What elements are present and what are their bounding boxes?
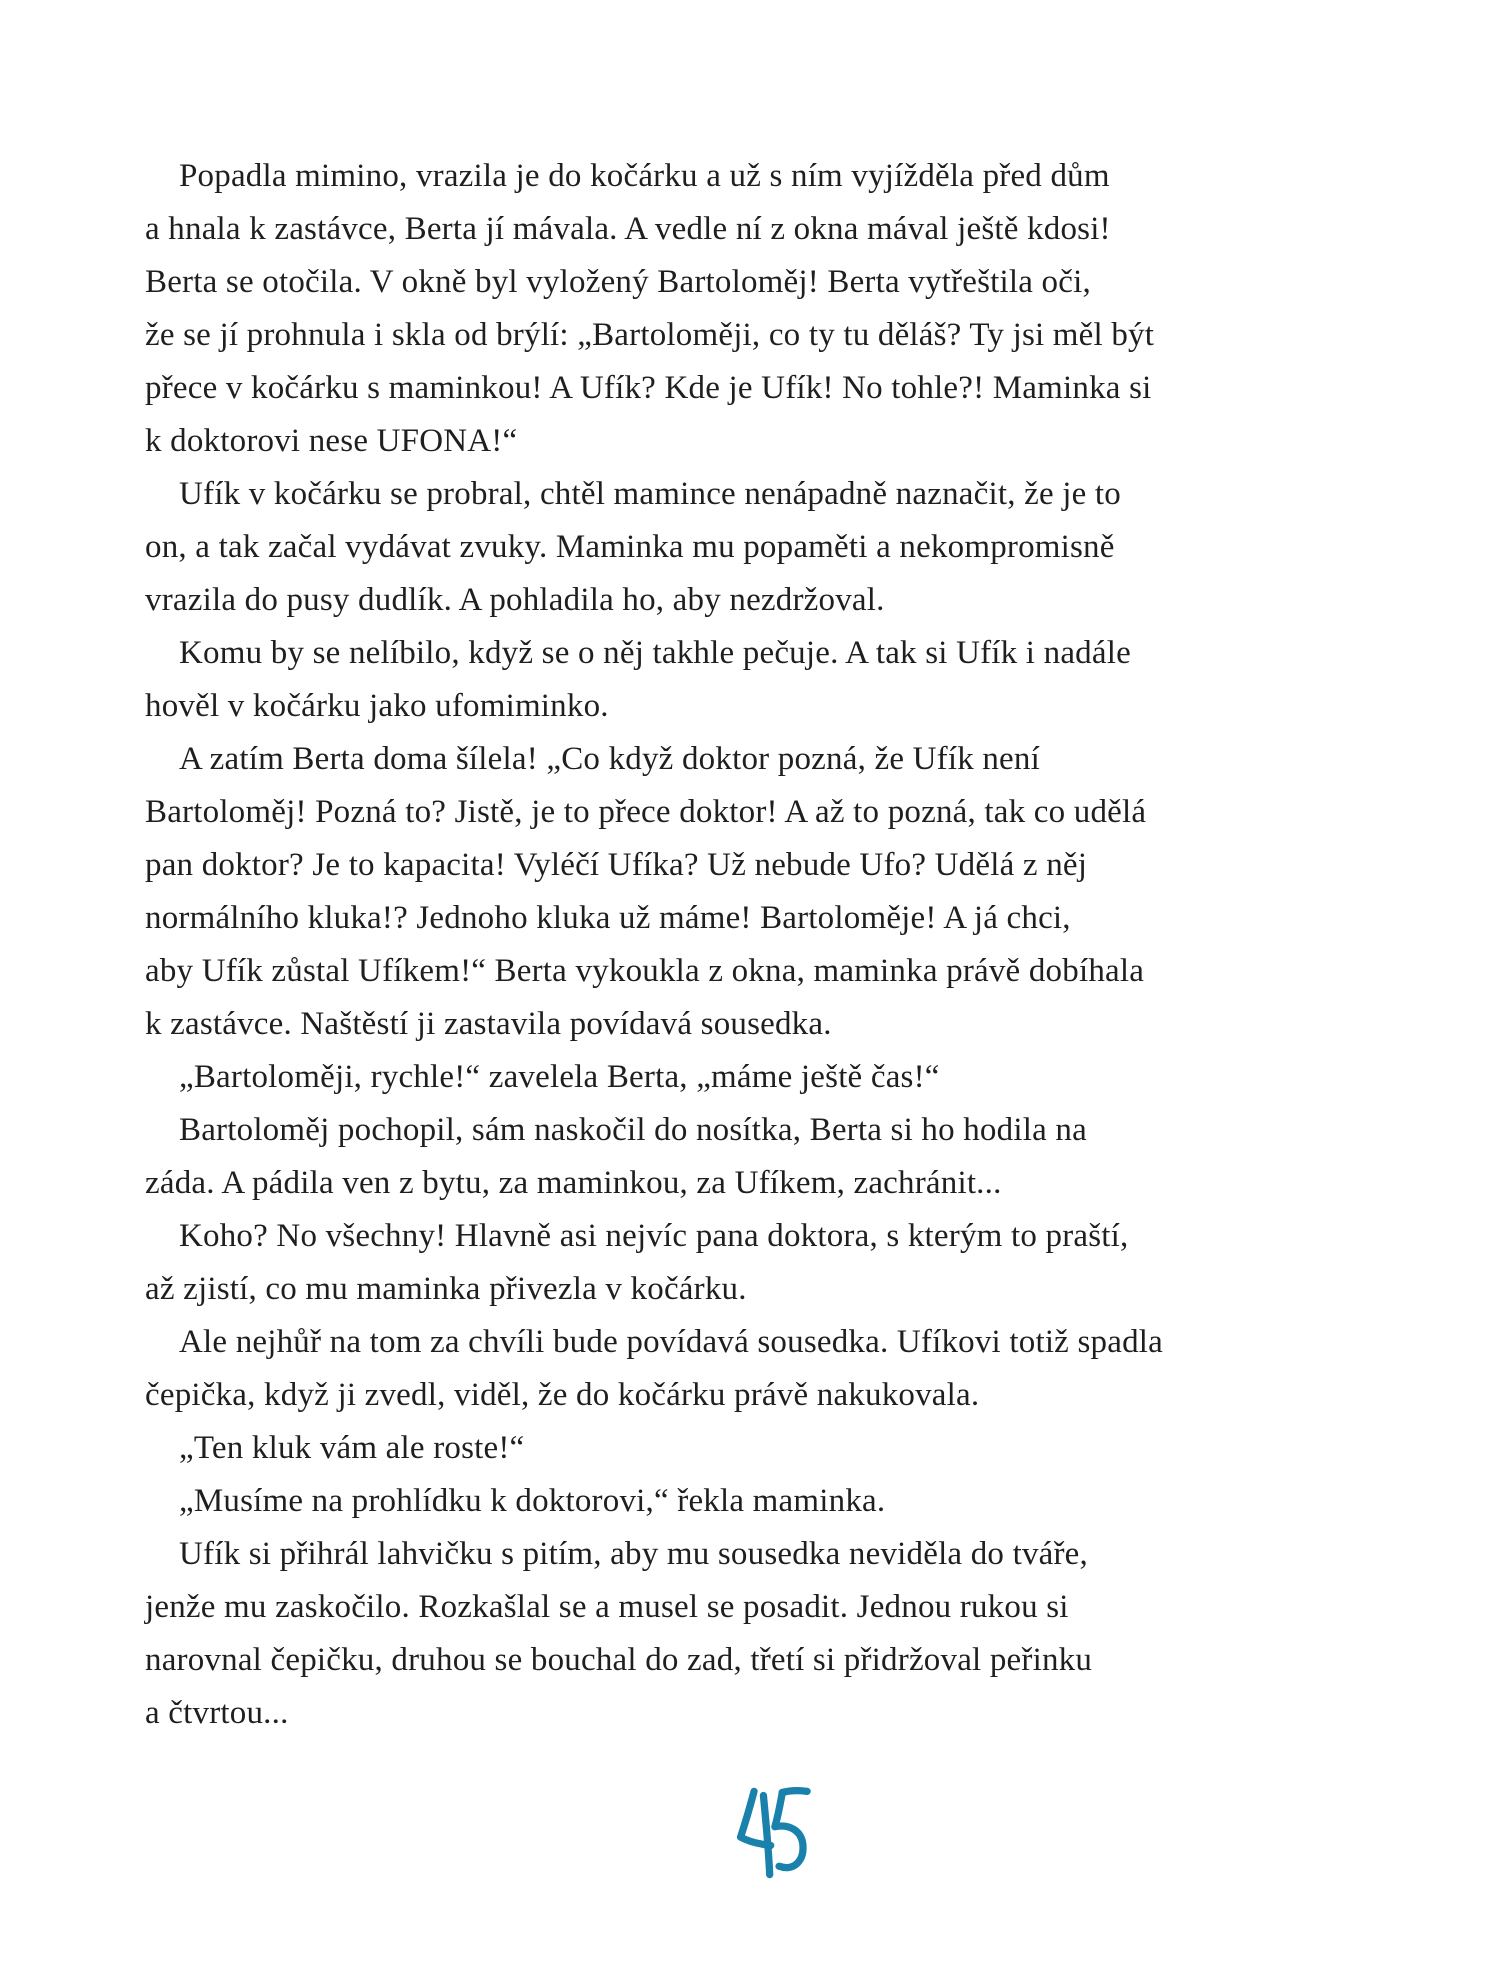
text-line: jenže mu zaskočilo. Rozkašlal se a musel se posadit. Jednou rukou si <box>145 1589 1069 1625</box>
text-line: že se jí prohnula i skla od brýlí: „Bartoloměji, co ty tu děláš? Ty jsi měl být <box>145 317 1155 353</box>
page-number <box>730 1782 826 1886</box>
digit-4-stem <box>763 1796 769 1875</box>
text-line: „Ten kluk vám ale roste!“ <box>179 1430 525 1466</box>
text-line: Ale nejhůř na tom za chvíli bude povídavá sousedka. Ufíkovi totiž spadla <box>179 1324 1163 1360</box>
text-line: narovnal čepičku, druhou se bouchal do zad, třetí si přidržoval peřinku <box>145 1642 1093 1678</box>
text-line: k zastávce. Naštěstí ji zastavila povídavá sousedka. <box>145 1006 832 1042</box>
text-line: vrazila do pusy dudlík. A pohladila ho, aby nezdržoval. <box>145 582 885 618</box>
text-line: normálního kluka!? Jednoho kluka už máme! Bartoloměje! A já chci, <box>145 900 1071 936</box>
text-line: pan doktor? Je to kapacita! Vyléčí Ufíka? Už nebude Ufo? Udělá z něj <box>145 847 1088 883</box>
text-line: Ufík v kočárku se probral, chtěl mamince nenápadně naznačit, že je to <box>179 476 1121 512</box>
text-line: aby Ufík zůstal Ufíkem!“ Berta vykoukla z okna, maminka právě dobíhala <box>145 953 1145 989</box>
text-line: Bartoloměj pochopil, sám naskočil do nosítka, Berta si ho hodila na <box>179 1112 1087 1148</box>
digit-5-bowl <box>775 1793 803 1867</box>
text-line: Koho? No všechny! Hlavně asi nejvíc pana doktora, s kterým to praští, <box>179 1218 1129 1254</box>
text-line: a čtvrtou... <box>145 1695 289 1731</box>
text-line: a hnala k zastávce, Berta jí mávala. A vedle ní z okna mával ještě kdosi! <box>145 211 1111 247</box>
page-text <box>145 150 1390 1740</box>
text-line: „Bartoloměji, rychle!“ zavelela Berta, „máme ještě čas!“ <box>179 1059 940 1095</box>
text-line: „Musíme na prohlídku k doktorovi,“ řekla maminka. <box>179 1483 886 1519</box>
text-line: k doktorovi nese UFONA!“ <box>145 423 518 459</box>
text-line: Ufík si přihrál lahvičku s pitím, aby mu sousedka neviděla do tváře, <box>179 1536 1088 1572</box>
text-line: Bartoloměj! Pozná to? Jistě, je to přece doktor! A až to pozná, tak co udělá <box>145 794 1147 830</box>
text-line: přece v kočárku s maminkou! A Ufík? Kde je Ufík! No tohle?! Maminka si <box>145 370 1152 406</box>
text-line: Komu by se nelíbilo, když se o něj takhle pečuje. A tak si Ufík i nadále <box>179 635 1131 671</box>
text-line: Popadla mimino, vrazila je do kočárku a už s ním vyjížděla před dům <box>179 158 1110 194</box>
text-line: Berta se otočila. V okně byl vyložený Bartoloměj! Berta vytřeštila oči, <box>145 264 1091 300</box>
text-line: on, a tak začal vydávat zvuky. Maminka mu popaměti a nekompromisně <box>145 529 1115 565</box>
text-line: záda. A pádila ven z bytu, za maminkou, za Ufíkem, zachránit... <box>145 1165 1002 1201</box>
text-line: čepička, když ji zvedl, viděl, že do kočárku právě nakukovala. <box>145 1377 980 1413</box>
page-number-numeral-45 <box>730 1782 826 1886</box>
text-line: až zjistí, co mu maminka přivezla v kočárku. <box>145 1271 747 1307</box>
digit-5-top <box>782 1791 807 1793</box>
text-line: hověl v kočárku jako ufomiminko. <box>145 688 609 724</box>
text-line: A zatím Berta doma šílela! „Co když doktor pozná, že Ufík není <box>179 741 1040 777</box>
